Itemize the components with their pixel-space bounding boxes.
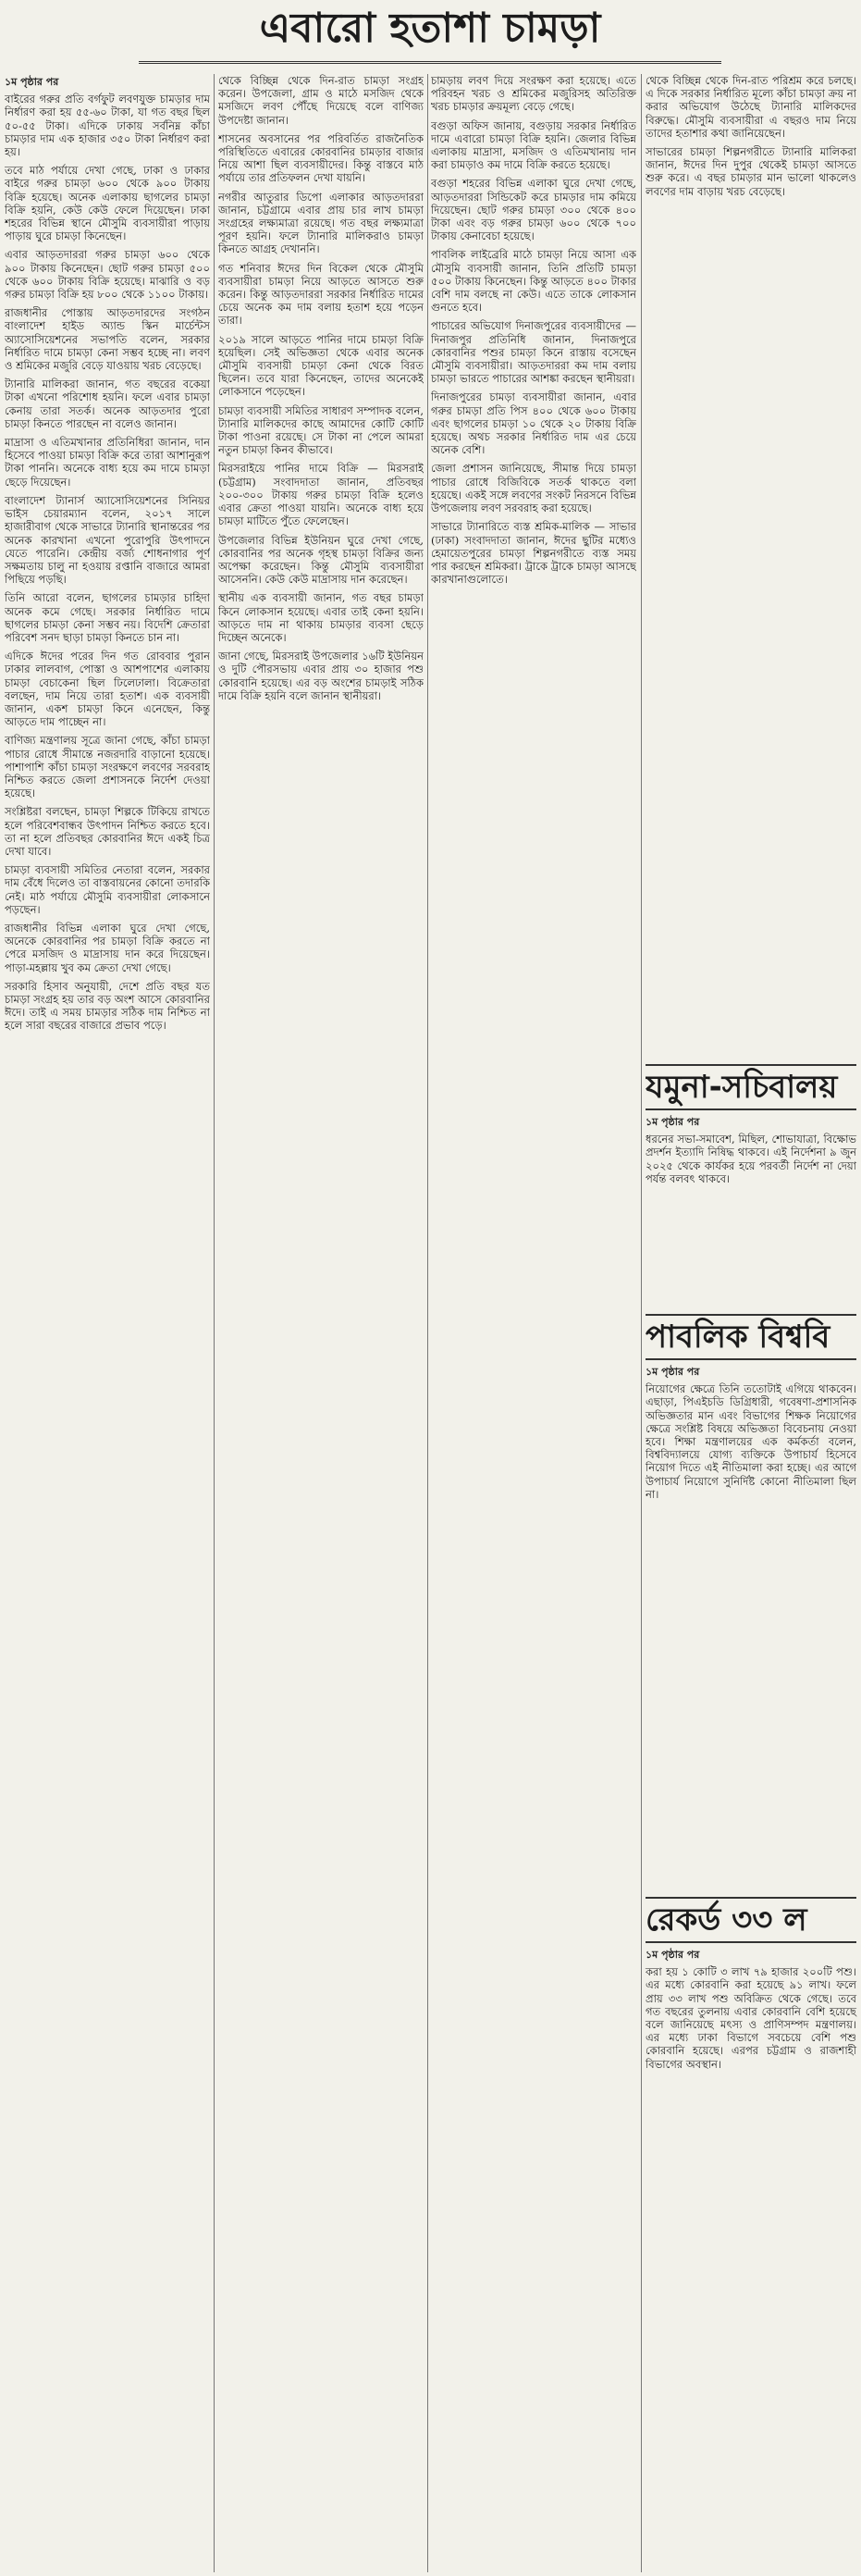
page-ref: ১ম পৃষ্ঠার পর bbox=[646, 1949, 700, 1961]
paragraph: জানা গেছে, মিরসরাই উপজেলার ১৬টি ইউনিয়ন ও দুটি পৌরসভায় এবার প্রায় ৩০ হাজার পশু কোরবানি হয়েছে। এর বড় অংশের চামড়াই সঠিক দামে বিক্রি হয়নি বলে জানান স্থানীয়রা। bbox=[218, 650, 424, 702]
paragraph: বাংলাদেশ ট্যানার্স অ্যাসোসিয়েশনের সিনিয়র ভাইস চেয়ারম্যান বলেন, ২০১৭ সালে হাজারীবাগ থেকে সাভারে ট্যানারি স্থানান্তরের পর অনেক কারখানা এখনো পুরোপুরি উৎপাদনে যেতে পারেনি। কেন্দ্রীয় বর্জ্য শোধনাগার পূর্ণ সক্ষমতায় চালু না হওয়ায় রপ্তানি বাজারে আমরা পিছিয়ে পড়ছি। bbox=[5, 493, 210, 587]
article-column-4 bbox=[646, 74, 856, 1055]
paragraph: পাচারের অভিযোগ দিনাজপুরের ব্যবসায়ীদের — দিনাজপুর প্রতিনিধি জানান, দিনাজপুরে কোরবানির পশুর চামড়া কিনে রাস্তায় বসেছেন মৌসুমি ব্যবসায়ীরা। আড়তদাররা কম দাম বলায় চামড়া ভারতে পাচারের আশঙ্কা করছেন স্থানীয়রা। bbox=[431, 319, 636, 386]
public-univ-box bbox=[646, 1314, 856, 1506]
paragraph: সংশ্লিষ্টরা বলছেন, চামড়া শিল্পকে টিকিয়ে রাখতে হলে পরিবেশবান্ধব উৎপাদন নিশ্চিত করতে হবে। তা না হলে প্রতিবছর কোরবানির ঈদে একই চিত্র দেখা যাবে। bbox=[5, 805, 210, 858]
page-ref: ১ম পৃষ্ঠার পর bbox=[646, 1116, 700, 1128]
paragraph: তিনি আরো বলেন, ছাগলের চামড়ার চাহিদা অনেক কমে গেছে। সরকার নির্ধারিত দামে ছাগলের চামড়া কেনা সম্ভব নয়। বিদেশি ক্রেতারা পরিবেশ সনদ ছাড়া চামড়া কিনতে চান না। bbox=[5, 591, 210, 644]
paragraph: করা হয় ১ কোটি ৩ লাখ ৭৯ হাজার ২০০টি পশু। এর মধ্যে কোরবানি করা হয়েছে ৯১ লাখ। ফলে প্রায় ৩৩ লাখ পশু অবিক্রিত থেকে গেছে। তবে গত বছরের তুলনায় এবার কোরবানি বেশি হয়েছে বলে জানিয়েছে মৎস্য ও প্রাণিসম্পদ মন্ত্রণালয়। এর মধ্যে ঢাকা বিভাগে সবচেয়ে বেশি পশু কোরবানি হয়েছে। এরপর চট্টগ্রাম ও রাজশাহী বিভাগের অবস্থান। bbox=[646, 1965, 856, 2071]
paragraph: থেকে বিচ্ছিন্ন থেকে দিন-রাত পরিশ্রম করে চলছে। এ দিকে সরকার নির্ধারিত মূল্যে কাঁচা চামড়া ক্রয় না করার অভিযোগ উঠেছে ট্যানারি মালিকদের বিরুদ্ধে। মৌসুমি ব্যবসায়ীরা এ বছরও দাম নিয়ে তাদের হতাশার কথা জানিয়েছেন। bbox=[646, 74, 856, 140]
paragraph: বগুড়া অফিস জানায়, বগুড়ায় সরকার নির্ধারিত দামে এবারো চামড়া বিক্রি হয়নি। জেলার বিভিন্ন এলাকায় মাদ্রাসা, মসজিদ ও এতিমখানায় দান করা চামড়াও কম দামে বিক্রি করতে হয়েছে। bbox=[431, 118, 636, 172]
paragraph: নিয়োগের ক্ষেত্রে তিনি ততোটাই এগিয়ে থাকবেন। এছাড়া, পিএইচডি ডিগ্রিধারী, গবেষণা-প্রশাসনিক অভিজ্ঞতার মান এবং বিভাগের শিক্ষক নিয়োগের ক্ষেত্রে সংশ্লিষ্ট বিষয়ে অভিজ্ঞতা বিবেচনায় নেওয়া হবে। শিক্ষা মন্ত্রণালয়ের এক কর্মকর্তা বলেন, বিশ্ববিদ্যালয়ে যোগ্য ব্যক্তিকে উপাচার্য হিসেবে নিয়োগ দিতে এই নীতিমালা করা হচ্ছে। এর আগে উপাচার্য নিয়োগে সুনির্দিষ্ট কোনো নীতিমালা ছিল না। bbox=[646, 1382, 856, 1501]
paragraph: মিরসরাইয়ে পানির দামে বিক্রি — মিরসরাই (চট্টগ্রাম) সংবাদদাতা জানান, প্রতিবছর ২০০-৩০০ টাকায় গরুর চামড়া বিক্রি হলেও এবার ক্রেতা পাওয়া যায়নি। অনেকে বাধ্য হয়ে চামড়া মাটিতে পুঁতে ফেলেছেন। bbox=[218, 462, 424, 528]
paragraph: রাজধানীর বিভিন্ন এলাকা ঘুরে দেখা গেছে, অনেকে কোরবানির পর চামড়া বিক্রি করতে না পেরে মসজিদ ও মাদ্রাসায় দান করে দিয়েছেন। পাড়া-মহল্লায় খুব কম ক্রেতা দেখা গেছে। bbox=[5, 921, 210, 974]
paragraph: তবে মাঠ পর্যায়ে দেখা গেছে, ঢাকা ও ঢাকার বাইরে গরুর চামড়া ৬০০ থেকে ৯০০ টাকায় বিক্রি হয়েছে। অনেক এলাকায় ছাগলের চামড়া বিক্রি হয়নি, কেউ কেউ ফেলে দিয়েছেন। ঢাকা শহরের বিভিন্ন স্থানে মৌসুমি ব্যবসায়ীরা পাড়ায় পাড়ায় ঘুরে চামড়া কিনেছেন। bbox=[5, 164, 210, 243]
headline: এবারো হতাশা চামড়া bbox=[139, 0, 721, 64]
column-divider bbox=[641, 74, 642, 2572]
paragraph: উপজেলার বিভিন্ন ইউনিয়ন ঘুরে দেখা গেছে, কোরবানির পর অনেক গৃহস্থ চামড়া বিক্রির জন্য অপেক্ষা করেছেন। কিন্তু মৌসুমি ব্যবসায়ীরা আসেননি। কেউ কেউ মাদ্রাসায় দান করেছেন। bbox=[218, 533, 424, 587]
paragraph: সাভারে ট্যানারিতে ব্যস্ত শ্রমিক-মালিক — সাভার (ঢাকা) সংবাদদাতা জানান, ঈদের ছুটির মধ্যেও হেমায়েতপুরের চামড়া শিল্পনগরীতে ব্যস্ত সময় পার করছেন শ্রমিকরা। ট্রাকে ট্রাকে চামড়া আসছে কারখানাগুলোতে। bbox=[431, 520, 636, 587]
paragraph: ট্যানারি মালিকরা জানান, গত বছরের বকেয়া টাকা এখনো পরিশোধ হয়নি। ফলে এবার চামড়া কেনায় তারা সতর্ক। অনেক আড়তদার পুরো চামড়া কিনতে পারছেন না বলেও জানান। bbox=[5, 378, 210, 430]
paragraph: মাদ্রাসা ও এতিমখানার প্রতিনিধিরা জানান, দান হিসেবে পাওয়া চামড়া বিক্রি করে তারা আশানুরূপ টাকা পাননি। অনেকে বাধ্য হয়ে কম দামে চামড়া ছেড়ে দিয়েছেন। bbox=[5, 436, 210, 489]
page-ref: ১ম পৃষ্ঠার পর bbox=[5, 76, 59, 88]
box-body bbox=[646, 1110, 856, 1185]
box-title: রেকর্ড ৩৩ ল bbox=[646, 1897, 856, 1943]
paragraph: এদিকে ঈদের পরের দিন গত রোববার পুরান ঢাকার লালবাগ, পোস্তা ও আশপাশের এলাকায় চামড়া বেচাকেনা ছিল ঢিলেঢালা। বিক্রেতারা বলছেন, দাম নিয়ে তারা হতাশ। এক ব্যবসায়ী জানান, একশ চামড়া কিনে এনেছেন, কিন্তু আড়তে দাম পাচ্ছেন না। bbox=[5, 650, 210, 729]
paragraph: পাবলিক লাইব্রেরি মাঠে চামড়া নিয়ে আসা এক মৌসুমি ব্যবসায়ী জানান, তিনি প্রতিটি চামড়া ৫০০ টাকায় কিনেছেন। কিন্তু আড়তে ৪০০ টাকার বেশি দাম বলছে না কেউ। এতে তাকে লোকসান গুনতে হবে। bbox=[431, 248, 636, 315]
column-divider bbox=[427, 74, 428, 2572]
paragraph: বাণিজ্য মন্ত্রণালয় সূত্রে জানা গেছে, কাঁচা চামড়া পাচার রোধে সীমান্তে নজরদারি বাড়ানো হয়েছে। পাশাপাশি কাঁচা চামড়া সংরক্ষণে লবণের সরবরাহ নিশ্চিত করতে জেলা প্রশাসনকে নির্দেশ দেওয়া হয়েছে। bbox=[5, 734, 210, 800]
box-title: পাবলিক বিশ্ববি bbox=[646, 1314, 856, 1360]
paragraph: চামড়া ব্যবসায়ী সমিতির নেতারা বলেন, সরকার দাম বেঁধে দিলেও তা বাস্তবায়নের কোনো তদারকি নেই। মাঠ পর্যায়ে মৌসুমি ব্যবসায়ীরা লোকসানে পড়ছেন। bbox=[5, 863, 210, 916]
paragraph: থেকে বিচ্ছিন্ন থেকে দিন-রাত চামড়া সংগ্রহ করেন। উপজেলা, গ্রাম ও মাঠে মসজিদ থেকে মসজিদে লবণ পৌঁছে দিয়েছে বলে বাণিজ্য উপদেষ্টা জানান। bbox=[218, 74, 424, 127]
paragraph: স্থানীয় এক ব্যবসায়ী জানান, গত বছর চামড়া কিনে লোকসান হয়েছে। এবার তাই কেনা হয়নি। আড়তে দাম না থাকায় চামড়ার ব্যবসা ছেড়ে দিচ্ছেন অনেকে। bbox=[218, 591, 424, 644]
jamuna-box bbox=[646, 1064, 856, 1191]
article-column-2 bbox=[218, 74, 424, 2572]
paragraph: এবার আড়তদাররা গরুর চামড়া ৬০০ থেকে ৯০০ টাকায় কিনেছেন। ছোট গরুর চামড়া ৫০০ থেকে ৬০০ টাকায় বিক্রি হয়েছে। মাঝারি ও বড় গরুর চামড়া বিক্রি হয় ৮০০ থেকে ১১০০ টাকায়। bbox=[5, 248, 210, 302]
paragraph: শাসনের অবসানের পর পরিবর্তিত রাজনৈতিক পরিস্থিতিতে এবারের কোরবানির চামড়ার বাজার নিয়ে আশা ছিল ব্যবসায়ীদের। কিন্তু বাস্তবে মাঠ পর্যায়ে তার প্রতিফলন দেখা যায়নি। bbox=[218, 131, 424, 185]
box-body bbox=[646, 1360, 856, 1501]
paragraph: গত শনিবার ঈদের দিন বিকেল থেকে মৌসুমি ব্যবসায়ীরা চামড়া নিয়ে আড়তে আসতে শুরু করেন। কিন্তু আড়তদাররা সরকার নির্ধারিত দামের চেয়ে অনেক কম দাম বলায় হতাশ হয়ে পড়েন তারা। bbox=[218, 261, 424, 328]
article-column-3 bbox=[431, 74, 636, 2572]
paragraph: বাইরের গরুর প্রতি বর্গফুট লবণযুক্ত চামড়ার দাম নির্ধারণ করা হয় ৫৫-৬০ টাকা, যা গত বছর ছিল ৫০-৫৫ টাকা। এদিকে ঢাকায় সর্বনিম্ন কাঁচা চামড়ার দাম এক হাজার ৩৫০ টাকা নির্ধারণ করা হয়। bbox=[5, 93, 210, 159]
article-column-1 bbox=[5, 74, 210, 2572]
box-body bbox=[646, 1943, 856, 2071]
record-box bbox=[646, 1897, 856, 2076]
paragraph: সরকারি হিসাব অনুযায়ী, দেশে প্রতি বছর যত চামড়া সংগ্রহ হয় তার বড় অংশ আসে কোরবানির ঈদে। তাই এ সময় চামড়ার সঠিক দাম নিশ্চিত না হলে সারা বছরের বাজারে প্রভাব পড়ে। bbox=[5, 979, 210, 1033]
paragraph: বগুড়া শহরের বিভিন্ন এলাকা ঘুরে দেখা গেছে, আড়তদাররা সিন্ডিকেট করে চামড়ার দাম কমিয়ে দিয়েছেন। ছোট গরুর চামড়া ৩০০ থেকে ৪০০ টাকা এবং বড় গরুর চামড়া ৬০০ থেকে ৭০০ টাকায় কেনাবেচা হয়েছে। bbox=[431, 177, 636, 243]
paragraph: দিনাজপুরের চামড়া ব্যবসায়ীরা জানান, এবার গরুর চামড়া প্রতি পিস ৪০০ থেকে ৬০০ টাকায় এবং ছাগলের চামড়া ১০ থেকে ২০ টাকায় বিক্রি হয়েছে। অথচ সরকার নির্ধারিত দাম এর চেয়ে অনেক বেশি। bbox=[431, 390, 636, 457]
box-title: যমুনা-সচিবালয় bbox=[646, 1064, 856, 1110]
paragraph: সাভারের চামড়া শিল্পনগরীতে ট্যানারি মালিকরা জানান, ঈদের দিন দুপুর থেকেই চামড়া আসতে শুরু করে। এ বছর চামড়ার মান ভালো থাকলেও লবণের দাম বাড়ায় খরচ বেড়েছে। bbox=[646, 145, 856, 198]
paragraph: চামড়ায় লবণ দিয়ে সংরক্ষণ করা হয়েছে। এতে পরিবহন খরচ ও শ্রমিকের মজুরিসহ অতিরিক্ত খরচ চামড়ার ক্রয়মূল্য বেড়ে গেছে। bbox=[431, 74, 636, 114]
paragraph: রাজধানীর পোস্তায় আড়তদারদের সংগঠন বাংলাদেশ হাইড অ্যান্ড স্কিন মার্চেন্টস অ্যাসোসিয়েশনের সভাপতি বলেন, সরকার নির্ধারিত দামে চামড়া কেনা সম্ভব হচ্ছে না। লবণ ও শ্রমিকের মজুরি বেড়ে যাওয়ায় খরচ বেড়েছে। bbox=[5, 306, 210, 373]
column-divider bbox=[214, 74, 215, 2572]
paragraph: জেলা প্রশাসন জানিয়েছে, সীমান্ত দিয়ে চামড়া পাচার রোধে বিজিবিকে সতর্ক থাকতে বলা হয়েছে। একই সঙ্গে লবণের সংকট নিরসনে বিভিন্ন উপজেলায় লবণ সরবরাহ করা হয়েছে। bbox=[431, 462, 636, 515]
paragraph: ২০১৯ সালে আড়তে পানির দামে চামড়া বিক্রি হয়েছিল। সেই অভিজ্ঞতা থেকে এবার অনেক মৌসুমি ব্যবসায়ী চামড়া কেনা থেকে বিরত ছিলেন। তবে যারা কিনেছেন, তাদের অনেকেই লোকসানে পড়েছেন। bbox=[218, 332, 424, 399]
paragraph: ধরনের সভা-সমাবেশ, মিছিল, শোভাযাত্রা, বিক্ষোভ প্রদর্শন ইত্যাদি নিষিদ্ধ থাকবে। এই নির্দেশনা ৯ জুন ২০২৫ থেকে কার্যকর হয়ে পরবর্তী নির্দেশ না দেয়া পর্যন্ত বলবৎ থাকবে। bbox=[646, 1133, 856, 1185]
paragraph: চামড়া ব্যবসায়ী সমিতির সাধারণ সম্পাদক বলেন, ট্যানারি মালিকদের কাছে আমাদের কোটি কোটি টাকা পাওনা রয়েছে। সে টাকা না পেলে আমরা নতুন চামড়া কিনব কীভাবে। bbox=[218, 403, 424, 457]
page-ref: ১ম পৃষ্ঠার পর bbox=[646, 1366, 700, 1378]
paragraph: নগরীর আতুরার ডিপো এলাকার আড়তদাররা জানান, চট্টগ্রামে এবার প্রায় চার লাখ চামড়া সংগ্রহের লক্ষ্যমাত্রা রয়েছে। গত বছর লক্ষ্যমাত্রা পূরণ হয়নি। ফলে ট্যানারি মালিকরাও চামড়া কিনতে আগ্রহ দেখাননি। bbox=[218, 190, 424, 256]
